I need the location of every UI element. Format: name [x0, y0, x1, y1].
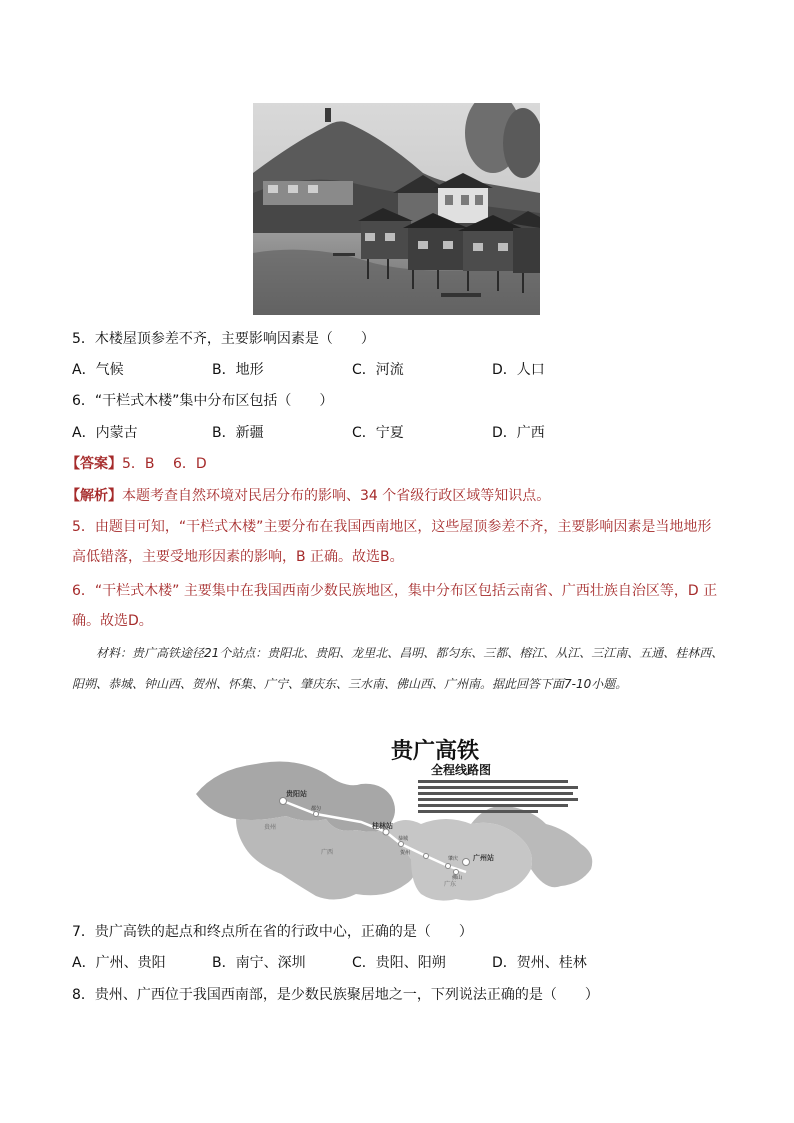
question-6-options [72, 423, 632, 443]
map-station-hezhou: 贺州 [400, 850, 411, 856]
map-station-guiyang: 贵阳站 [286, 791, 307, 798]
map-station-gongcheng: 恭城 [398, 836, 409, 842]
option-c[interactable]: C．宁夏 [352, 425, 404, 441]
option-a[interactable]: A．气候 [72, 362, 124, 378]
map-station-duyun: 都匀 [311, 806, 322, 812]
map-station-zhaoqing: 肇庆 [448, 856, 459, 862]
analysis-text: 本题考查自然环境对民居分布的影响、34 个省级行政区域等知识点。 [122, 488, 551, 504]
option-d[interactable]: D．贺州、桂林 [492, 955, 587, 971]
material-paragraph: 材料：贵广高铁途径21个站点：贵阳北、贵阳、龙里北、昌明、都匀东、三都、榕江、从江、三江南、五通、桂林西、阳朔、恭城、钟山西、贺州、怀集、广宁、肇庆东、三水南、佛山西、广州南。据此回答下面7-10小题。 [72, 646, 724, 691]
question-6-stem: 6．“干栏式木楼”集中分布区包括（ ） [72, 393, 334, 409]
question-5-stem: 5．木楼屋顶参差不齐，主要影响因素是（ ） [72, 331, 375, 347]
question-7-options [72, 953, 632, 973]
map-station-guangzhou: 广州站 [473, 855, 494, 862]
map-province-guizhou: 贵州 [264, 825, 277, 831]
analysis-paragraph-5: 5．由题目可知，“干栏式木楼”主要分布在我国西南地区，这些屋顶参差不齐，主要影响因素是当地地形高低错落，主要受地形因素的影响，B 正确。故选B。 [72, 519, 712, 565]
option-d[interactable]: D．广西 [492, 425, 545, 441]
railway-route-map [186, 734, 611, 911]
answer-text: 5．B 6．D [122, 456, 207, 472]
option-b[interactable]: B．南宁、深圳 [212, 955, 306, 971]
question-8-stem: 8．贵州、广西位于我国西南部，是少数民族聚居地之一，下列说法正确的是（ ） [72, 987, 599, 1003]
map-station-guilin: 桂林站 [372, 823, 393, 830]
option-a[interactable]: A．内蒙古 [72, 425, 138, 441]
option-c[interactable]: C．贵阳、阳朔 [352, 955, 446, 971]
question-5-options [72, 360, 632, 380]
answer-tag: 【答案】 [66, 456, 122, 472]
stilt-house-photo [253, 103, 540, 315]
analysis-paragraph-6: 6．“干栏式木楼” 主要集中在我国西南少数民族地区，集中分布区包括云南省、广西壮族自治区等，D 正确。故选D。 [72, 583, 718, 629]
map-subtitle: 全程线路图 [431, 763, 492, 777]
question-7-stem: 7．贵广高铁的起点和终点所在省的行政中心，正确的是（ ） [72, 924, 473, 940]
analysis-line [66, 486, 550, 506]
option-b[interactable]: B．地形 [212, 362, 264, 378]
map-station-foshan: 佛山 [452, 875, 463, 881]
option-c[interactable]: C．河流 [352, 362, 404, 378]
option-d[interactable]: D．人口 [492, 362, 545, 378]
map-province-guangdong: 广东 [444, 882, 457, 888]
analysis-tag: 【解析】 [66, 488, 122, 504]
option-b[interactable]: B．新疆 [212, 425, 264, 441]
option-a[interactable]: A．广州、贵阳 [72, 955, 166, 971]
map-title: 贵广高铁 [391, 738, 480, 764]
answer-line [66, 454, 207, 474]
map-province-guangxi: 广西 [321, 850, 334, 856]
